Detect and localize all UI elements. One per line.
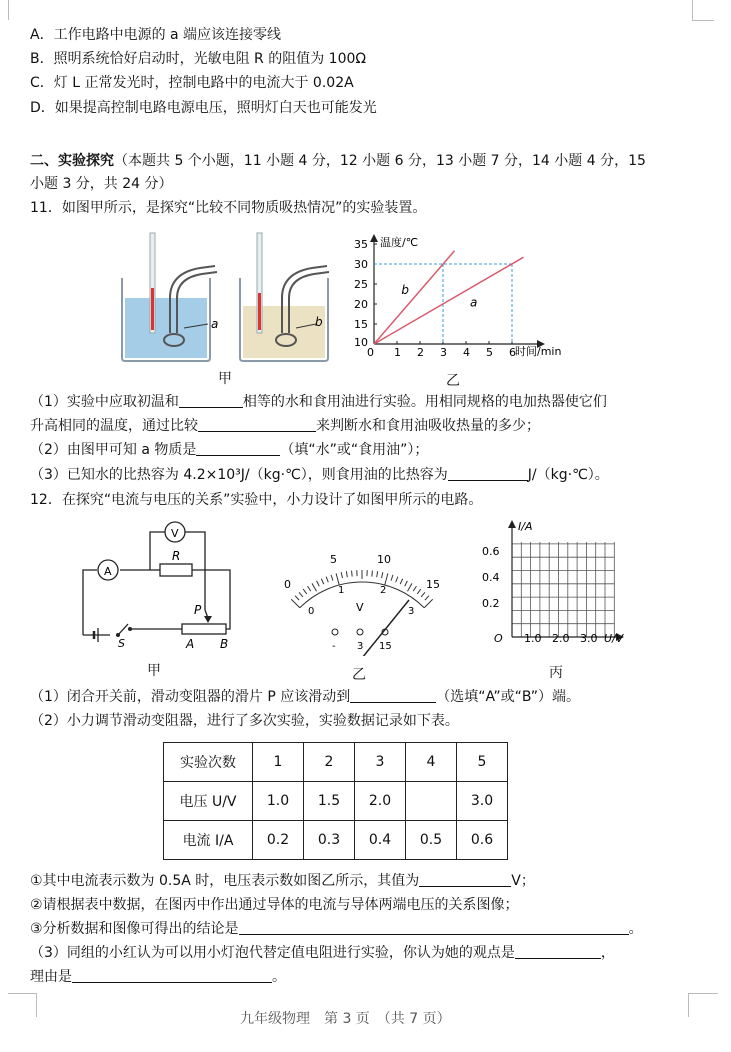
fig-jia-caption-2: 甲 [147,663,161,679]
table-cell: 3.0 [457,782,508,821]
y-tick-label: 15 [354,318,368,331]
table-cell: 0.2 [253,821,304,860]
option-a: A．工作电路中电源的 a 端应该连接零线 [30,27,282,43]
dial-outer-0: 0 [284,578,291,591]
series-line-b [374,251,455,344]
grid-x-label: U/V [604,632,624,645]
grid-x-2: 2.0 [552,632,570,645]
table-cell: 0.4 [355,821,406,860]
beaker-a [122,233,217,361]
table-cell: 2 [304,743,355,782]
series-label-a: a [470,295,478,310]
table-cell: 5 [457,743,508,782]
dial-tick [312,583,317,591]
table-cell: 2.0 [355,782,406,821]
q12-p1-b: （选填“A”或“B”）端。 [436,689,580,705]
corner-mark-bottom-left [8,993,36,994]
q12-p3-line2 [30,966,286,986]
q11-p2-a: （2）由图甲可知 a 物质是 [30,442,197,458]
series-label-b: b [401,283,410,298]
dial-tick [405,581,408,586]
grid-x-3: 3.0 [580,632,598,645]
dial-tick [352,571,353,577]
blank-q12-3[interactable] [239,920,629,935]
series-line-a [374,257,524,344]
corner-mark-top-left [8,0,9,20]
q11-p1-a: （1）实验中应取初温和 [30,394,179,410]
dial-tick [391,575,393,581]
dial-terminal-15: 15 [379,641,392,652]
grid-y-06: 0.6 [482,545,500,558]
y-tick-label: 20 [354,298,368,311]
table-cell: 电压 U/V [164,782,253,821]
table-cell: 3 [355,743,406,782]
beaker-label-b: b [315,315,323,329]
dial-tick [396,577,398,583]
y-axis-arrow [370,234,378,242]
option-b: B．照明系统恰好启动时，光敏电阻 R 的阻值为 100Ω [30,51,367,67]
table-header-row [164,743,508,782]
blank-q11-3[interactable] [196,441,280,456]
dial-tick [421,592,425,597]
dial-tick [341,572,342,578]
grid-origin: O [494,632,503,645]
switch-label: S [118,637,125,650]
voltmeter-label: V [171,527,179,540]
fig-jia-caption: 甲 [218,371,232,387]
dial-inner-3: 3 [408,606,415,617]
q12-p1-a: （1）闭合开关前，滑动变阻器的滑片 P 应该滑动到 [30,689,351,705]
q12-p1-line [30,686,580,706]
dial-tick [425,596,429,600]
dial-terminal-neg: - [332,641,336,652]
terminal-a-label: A [186,637,195,650]
q12-s2: ②请根据表中数据，在图丙中作出通过导体的电流与导体两端电压的关系图像； [30,897,519,913]
section-desc-2: 小题 3 分，共 24 分） [30,176,173,192]
page-footer: 九年级物理 第 3 页 （共 7 页） [240,1011,451,1027]
dial-tick [295,596,299,600]
dial-tick [317,581,320,586]
dial-unit: V [356,601,364,614]
x-tick-label: 1 [394,346,401,359]
q12-s1-b: V； [511,873,535,889]
grid-y-04: 0.4 [482,571,500,584]
q11-p1-line [30,391,607,411]
data-table [163,742,508,860]
blank-q11-4[interactable] [448,466,528,481]
blank-q11-2[interactable] [198,417,316,432]
q12-s3-line [30,918,643,938]
x-tick-label: 0 [367,346,374,359]
section-heading-line [30,150,646,170]
dial-tick [377,571,378,577]
y-axis-label: 温度/℃ [380,236,419,249]
table-cell: 0.3 [304,821,355,860]
x-tick-label: 5 [486,346,493,359]
x-axis-label: 时间/min [515,345,562,358]
table-row [164,821,508,860]
dial-tick [424,599,432,607]
voltmeter-dial [280,548,445,656]
corner-mark-top-right-h [692,20,714,21]
q12-s1-a: ①其中电流表示数为 0.5A 时，电压表示数如图乙所示，其值为 [30,873,420,889]
dial-tick [417,589,421,594]
y-tick-label: 30 [354,258,368,271]
table-cell: 0.5 [406,821,457,860]
table-cell: 实验次数 [164,743,253,782]
dial-tick [382,572,383,578]
dial-tick [299,592,303,597]
fig-bing-caption: 丙 [549,665,563,681]
grid-x-1: 1.0 [524,632,542,645]
q12-p3-line [30,942,615,962]
q11-stem: 11．如图甲所示，是探究“比较不同物质吸热情况”的实验装置。 [30,200,427,216]
q12-p3-a: （3）同组的小红认为可以用小灯泡代替定值电阻进行实验，你认为她的观点是 [30,945,515,961]
y-tick-label: 10 [354,336,368,349]
x-tick-label: 6 [509,346,516,359]
corner-mark-top-right [692,0,693,20]
dial-tick [346,571,347,577]
table-cell: 电流 I/A [164,821,253,860]
corner-mark-bottom-left-v [36,993,37,1017]
table-cell: 1 [253,743,304,782]
table-cell: 0.6 [457,821,508,860]
dial-tick [308,586,311,591]
blank-q12-2[interactable] [419,872,511,887]
table-row [164,782,508,821]
q12-p3-d: 。 [272,969,286,985]
beaker-label-a: a [211,317,219,331]
q11-p1-c: 升高相同的温度，通过比较 [30,418,198,434]
q11-p3-line [30,464,609,484]
grid-y-label: I/A [518,520,533,533]
q12-s3-b: 。 [628,921,643,937]
dial-inner-2: 2 [380,585,387,596]
corner-mark-bottom-right-h [688,993,718,994]
dial-tick [321,579,323,584]
dial-inner-1: 1 [338,585,345,596]
q12-stem: 12．在探究“电流与电压的关系”实验中，小力设计了如图甲所示的电路。 [30,492,483,508]
dial-terminal-3: 3 [357,641,364,652]
dial-tick [331,575,333,581]
slider-label: P [194,603,202,617]
dial-tick [372,571,373,577]
q11-p3-b: J/（kg·℃）。 [527,467,609,483]
dial-tick [336,573,339,585]
q11-p3-a: （3）已知水的比热容为 4.2×10³J/（kg·℃），则食用油的比热容为 [30,467,448,483]
q12-p3-c: 理由是 [30,969,72,985]
dial-tick [303,589,307,594]
dial-tick [413,586,416,591]
temperature-chart [340,220,620,368]
dial-tick [326,577,328,583]
blank-q11-1[interactable] [179,393,243,408]
grid-y-02: 0.2 [482,597,500,610]
blank-q12-4[interactable] [515,944,601,959]
q11-p2-line [30,439,428,459]
table-cell-blank[interactable] [406,782,457,821]
dial-outer-5: 5 [330,553,337,566]
x-tick-label: 3 [440,346,447,359]
beaker-b [240,233,329,361]
table-cell: 1.0 [253,782,304,821]
blank-q12-1[interactable] [350,688,436,703]
corner-mark-bottom-right [688,993,689,1017]
section-desc-1: （本题共 5 个小题，11 小题 4 分，12 小题 6 分，13 小题 7 分，14 小题 4 分，15 [114,153,646,169]
section-heading: 二、实验探究 [30,153,114,169]
circuit-diagram [70,520,245,650]
q11-p1-d: 来判断水和食用油吸收热量的多少； [316,418,540,434]
x-tick-label: 2 [417,346,424,359]
q12-p3-b: ， [600,945,615,961]
q11-p1-b: 相等的水和食用油进行实验。用相同规格的电加热器使它们 [242,394,607,410]
resistor-label: R [172,549,181,563]
blank-q12-5[interactable] [72,968,272,983]
dial-outer-10: 10 [377,553,391,566]
q12-s3-a: ③分析数据和图像可得出的结论是 [30,921,239,937]
fig-yi-caption-2: 乙 [352,667,366,683]
dial-tick [291,599,299,607]
dial-tick [408,583,413,591]
terminal-b-label: B [220,637,229,650]
dial-inner-0: 0 [308,606,315,617]
dial-outer-15: 15 [426,578,440,591]
beakers-figure [120,228,330,363]
ammeter-label: A [104,565,112,578]
option-c: C．灯 L 正常发光时，控制电路中的电流大于 0.02A [30,75,354,91]
dial-tick [400,579,402,584]
y-tick-label: 35 [354,238,368,251]
iu-grid [480,520,625,650]
q12-p2: （2）小力调节滑动变阻器，进行了多次实验，实验数据记录如下表。 [30,713,459,729]
q12-s1-line [30,870,535,890]
dial-tick [385,573,388,585]
q11-p2-b: （填“水”或“食用油”）； [280,442,429,458]
option-d: D．如果提高控制电路电源电压，照明灯白天也可能发光 [30,100,377,116]
table-cell: 4 [406,743,457,782]
fig-yi-caption: 乙 [446,373,460,389]
x-tick-label: 4 [463,346,470,359]
y-tick-label: 25 [354,278,368,291]
q11-p1-line2 [30,415,540,435]
table-cell: 1.5 [304,782,355,821]
